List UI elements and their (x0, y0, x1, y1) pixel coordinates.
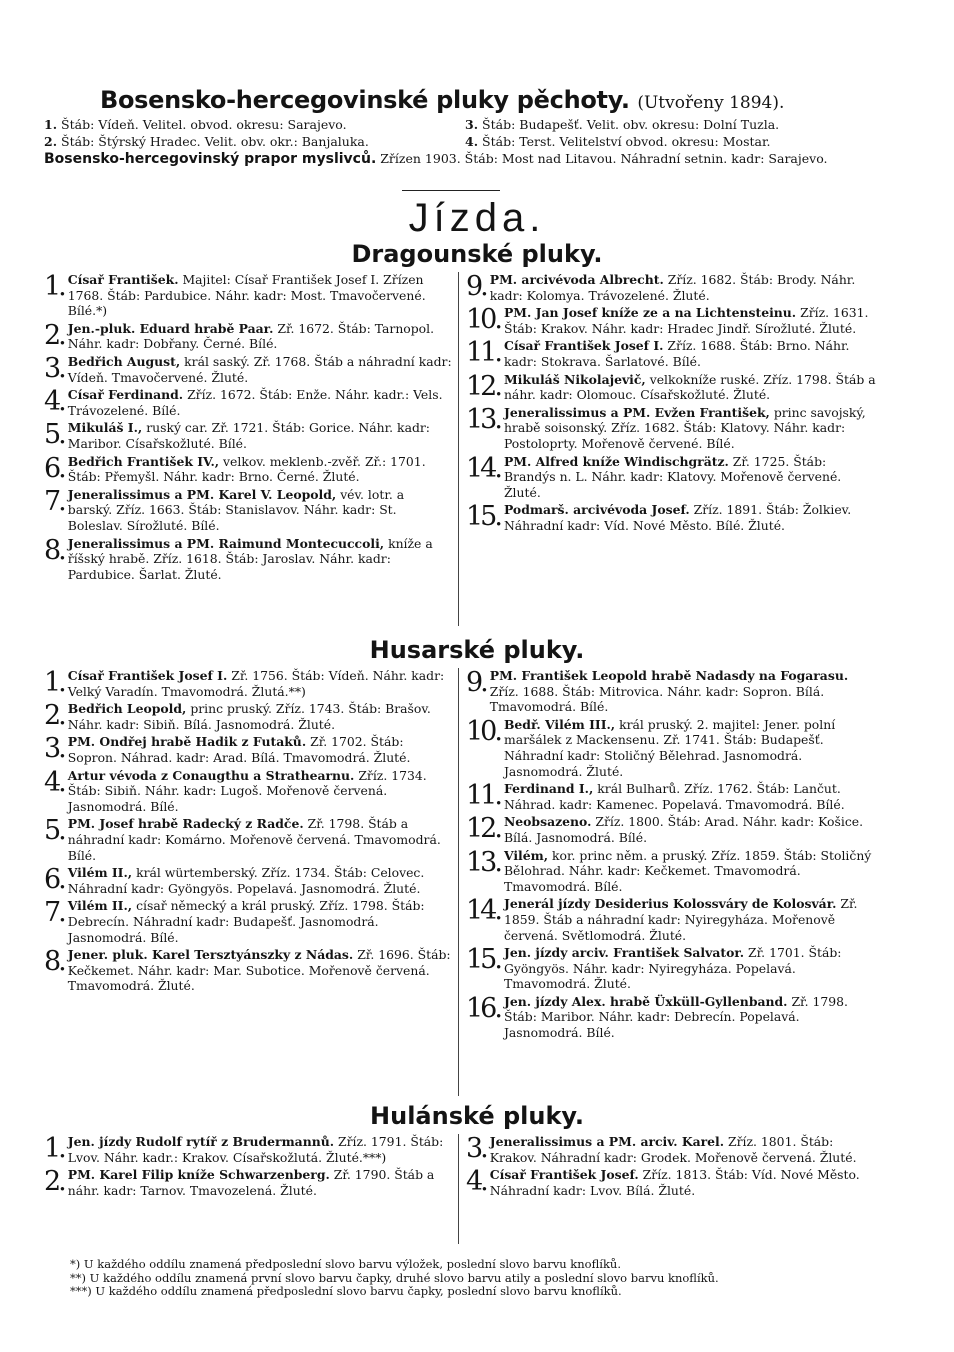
regiment-entry (44, 947, 452, 994)
regiment-entry (44, 354, 452, 385)
regiment-patron: Jeneralissimus a PM. Karel V. Leopold, (67, 486, 337, 502)
hussars-right-column (466, 668, 878, 1098)
regiment-patron: PM. Ondřej hrabě Hadik z Futaků. (67, 734, 307, 750)
regiment-entry (44, 898, 452, 945)
regiment-patron: PM. arcivévoda Albrecht. (489, 272, 664, 287)
infantry-row (44, 133, 874, 150)
regiment-number: 2. (44, 700, 64, 732)
regiment-patron: Ferdinand I., (503, 781, 594, 797)
regiment-number: 3. (44, 352, 64, 384)
regiment-details: Zříz. 1672. Štáb: Enže. Náhr. kadr.: Vels. Trávozelené. Bílé. (67, 387, 443, 418)
regiment-number: 5. (44, 815, 64, 847)
regiment-number: 7. (44, 485, 64, 517)
regiment-entry (466, 372, 878, 403)
regiment-number: 11. (466, 780, 500, 812)
regiment-description (68, 816, 452, 863)
regiment-details: Zříz. 1891. Štáb: Žolkiev. Náhradní kadr: Víd. Nové Město. Bílé. Žluté. (503, 502, 852, 533)
regiment-details: vév. lotr. a barský. Zříz. 1663. Štáb: Stanislavov. Náhr. kadr: St. Boleslav. Sírožluté. Bílé. (67, 486, 405, 533)
regiment-patron: Císař František Josef I. (67, 668, 228, 683)
infantry-title (100, 86, 820, 117)
regiment-details: kor. princ něm. a pruský. Zříz. 1859. Štáb: Stoličný Bělohrad. Náhr. kadr: Kečkemet. Tmavomodrá. Tmavomodrá. Bílé. (503, 847, 872, 894)
regiment-entry (466, 781, 878, 812)
regiment-number: 15. (466, 501, 500, 533)
rifle-battalion-title: Bosensko-hercegovinský prapor myslivců. (44, 151, 377, 167)
regiment-number: 2. (44, 319, 64, 351)
regiment-patron: Neobsazeno. (503, 814, 592, 830)
footnote: **) U každého oddílu znamená první slovo barvu čapky, druhé slovo barvu atily a poslední slovo barvu knoflíků. (70, 1271, 719, 1285)
regiment-entry (466, 272, 878, 303)
regiment-details: princ savojský, hrabě soisonský. Zříz. 1682. Štáb: Klatovy. Náhr. kadr: Postoloprty. Mořenově červené. Bílé. (503, 404, 866, 451)
regiment-patron: PM. Josef hrabě Radecký z Radče. (67, 816, 304, 832)
regiment-patron: Jenerál jízdy Desiderius Kolossváry de Kolosvár. (503, 896, 837, 912)
regiment-details: Zř. 1725. Štáb: Brandýs n. L. Náhr. kadr: Klatovy. Mořenově červené. Žluté. (503, 453, 842, 500)
regiment-entry (44, 387, 452, 418)
regiment-number: 10. (466, 304, 500, 336)
regiment-number: 1. (44, 117, 58, 132)
regiment-entry (466, 848, 878, 895)
regiment-details: kníže a říšský hrabě. Zříz. 1618. Štáb: Jaroslav. Náhr. kadr: Pardubice. Šarlat. Žluté. (67, 535, 433, 582)
regiment-description (490, 272, 878, 303)
regiment-entry (44, 1167, 452, 1198)
regiment-number: 1. (44, 668, 64, 698)
regiment-patron: Jen.-pluk. Eduard hrabě Paar. (67, 320, 274, 336)
regiment-entry (466, 896, 878, 943)
regiment-number: 4. (465, 134, 479, 149)
regiment-details: Zříz. 1791. Štáb: Lvov. Náhr. kadr.: Krakov. Císařskožlutá. Žluté.***) (67, 1134, 444, 1165)
regiment-patron: Císař František Josef I. (503, 338, 664, 354)
regiment-number: 16. (466, 992, 500, 1024)
hussars-title: Husarské pluky. (369, 636, 585, 664)
regiment-entry (44, 420, 452, 451)
regiment-patron: Jener. pluk. Karel Tersztyánszky z Nádas. (67, 947, 354, 963)
regiment-details: Zříz. 1631. Štáb: Krakov. Náhr. kadr: Hradec Jindř. Sírožluté. Žluté. (503, 305, 869, 336)
regiment-description (68, 454, 452, 485)
regiment-entry (466, 454, 878, 501)
regiment-details: Zř. 1798. Štáb a náhradní kadr: Komárno. Mořenově červená. Tmavomodrá. Bílé. (67, 816, 441, 863)
regiment-number: 2. (44, 1166, 64, 1198)
regiment-details: Zř. 1790. Štáb a náhr. kadr: Tarnov. Tmavozelená. Žluté. (67, 1167, 435, 1198)
regiment-number: 3. (44, 733, 64, 765)
regiment-description (504, 502, 878, 533)
regiment-number: 7. (44, 897, 64, 929)
regiment-description (68, 420, 452, 451)
hussars-left-column (44, 668, 452, 1098)
regiment-details: Zř. 1696. Štáb: Kečkemet. Náhr. kadr: Mar. Subotice. Mořenově červená. Tmavomodrá. Žluté. (67, 947, 451, 994)
regiment-number: 3. (465, 117, 479, 132)
regiment-description (504, 454, 878, 501)
regiment-number: 14. (466, 895, 500, 927)
regiment-entry (466, 945, 878, 992)
column-divider (458, 272, 459, 626)
regiment-number: 14. (466, 452, 500, 484)
regiment-description (68, 701, 452, 732)
regiment-patron: Císař František Josef. (489, 1167, 639, 1183)
regiment-description (68, 947, 452, 994)
regiment-description (504, 781, 878, 812)
infantry-regiments (44, 116, 874, 150)
regiment-number: 1. (44, 1134, 64, 1164)
regiment-description (490, 668, 878, 715)
regiment-text: Štáb: Vídeň. Velitel. obvod. okresu: Sarajevo. (61, 117, 347, 132)
regiment-entry (466, 994, 878, 1041)
regiment-patron: Mikuláš Nikolajevič, (503, 371, 646, 387)
regiment-entry (44, 865, 452, 896)
regiment-description (68, 354, 452, 385)
regiment-details: Zříz. 1801. Štáb: Krakov. Náhradní kadr: Grodek. Mořenově červená. Žluté. (489, 1134, 857, 1165)
regiment-description (68, 668, 452, 699)
regiment-number: 1. (44, 272, 64, 302)
regiment-details: Majitel: Císař František Josef I. Zřízen 1768. Štáb: Pardubice. Náhr. kadr: Most. Tmavočervené. Bílé.*) (67, 272, 426, 319)
regiment-description (504, 717, 878, 779)
column-divider (458, 1134, 459, 1244)
regiment-description (68, 487, 452, 534)
dragoons-title: Dragounské pluky. (351, 240, 603, 268)
regiment-entry (44, 536, 452, 583)
regiment-description (504, 305, 878, 336)
regiment-details: Zř. 1859. Štáb a náhradní kadr: Nyiregyháza. Mořenově červená. Světlomodrá. Žluté. (503, 896, 858, 943)
regiment-entry (44, 1134, 452, 1165)
regiment-entry (44, 668, 452, 699)
regiment-number: 13. (466, 846, 500, 878)
regiment-details: král Bulharů. Zříz. 1762. Štáb: Lančut. Náhrad. kadr: Kamenec. Popelavá. Tmavomodrá. Bílé. (503, 781, 845, 812)
regiment-patron: Císař František. (67, 272, 179, 287)
regiment-patron: Bedř. Vilém III., (503, 716, 616, 732)
regiment-details: velkokníže ruské. Zříz. 1798. Štáb a náhr. kadr: Olomouc. Císařskožluté. Žluté. (503, 371, 876, 403)
regiment-patron: Vilém, (503, 847, 549, 863)
regiment-text: Štáb: Terst. Velitelství obvod. okresu: Mostar. (482, 134, 771, 149)
regiment-description (504, 945, 878, 992)
regiment-number: 11. (466, 337, 500, 369)
regiment-details: ruský car. Zř. 1721. Štáb: Gorice. Náhr. kadr: Maribor. Císařskožluté. Bílé. (67, 420, 430, 451)
regiment-number: 3. (466, 1134, 486, 1164)
regiment-details: Zř. 1702. Štáb: Sopron. Náhrad. kadr: Arad. Bílá. Tmavomodrá. Žluté. (67, 734, 411, 765)
regiment-description (504, 814, 878, 845)
regiment-patron: Jen. jízdy Alex. hrabě Üxküll-Gyllenband. (503, 993, 788, 1009)
regiment-details: velkov. meklenb.-zvěř. Zř.: 1701. Štáb: Přemyšl. Náhr. kadr: Brno. Černé. Žluté. (67, 453, 426, 485)
regiment-number: 9. (466, 668, 486, 698)
regiment-patron: Vilém II., (67, 898, 133, 914)
regiment-patron: PM. Alfred kníže Windischgrätz. (503, 453, 729, 469)
regiment-patron: PM. František Leopold hrabě Nadasdy na Fogarasu. (489, 668, 849, 683)
regiment-details: Zř. 1701. Štáb: Gyöngyös. Náhr. kadr: Nyiregyháza. Popelavá. Tmavomodrá. Žluté. (503, 945, 842, 992)
dragoons-right-column (466, 272, 878, 628)
regiment-entry (466, 1134, 878, 1165)
regiment-description (490, 1167, 878, 1198)
regiment-patron: Jen. jízdy Rudolf rytíř z Brudermannů. (67, 1134, 335, 1149)
regiment-description (68, 536, 452, 583)
regiment-details: Zříz. 1813. Štáb: Víd. Nové Město. Náhradní kadr: Lvov. Bílá. Žluté. (489, 1167, 860, 1198)
column-divider (458, 668, 459, 1096)
regiment-entry (466, 814, 878, 845)
regiment-description (68, 272, 452, 319)
rifle-battalion (44, 150, 864, 168)
regiment-description (504, 896, 878, 943)
uhlans-title: Hulánské pluky. (370, 1102, 584, 1130)
regiment-entry (44, 487, 452, 534)
regiment-patron: Jeneralissimus a PM. arciv. Karel. (489, 1134, 725, 1149)
regiment-number: 6. (44, 452, 64, 484)
regiment-number: 5. (44, 419, 64, 451)
infantry-title-text: Bosensko-hercegovinské pluky pěchoty. (100, 86, 630, 114)
regiment-patron: PM. Jan Josef kníže ze a na Lichtensteinu. (503, 305, 797, 321)
cavalry-heading: Jízda. (408, 196, 546, 240)
regiment-details: král pruský. 2. majitel: Jener. polní maršálek z Mackensenu. Zř. 1741. Štáb: Budapešť. Náhradní kadr: Stoličný Bělehrad. Jasnomodrá. Jasnomodrá. Žluté. (503, 716, 836, 779)
regiment-number: 13. (466, 403, 500, 435)
regiment-patron: Jeneralissimus a PM. Raimund Montecuccoli, (67, 535, 385, 551)
regiment-patron: Artur vévoda z Conaugthu a Strathearnu. (67, 767, 355, 783)
regiment-details: Zř. 1756. Štáb: Vídeň. Náhr. kadr: Velký Varadín. Tmavomodrá. Žlutá.**) (67, 668, 445, 699)
regiment-description (504, 405, 878, 452)
regiment-number: 4. (44, 766, 64, 798)
regiment-description (68, 898, 452, 945)
regiment-patron: Bedřich František IV., (67, 453, 220, 469)
regiment-entry (466, 1167, 878, 1198)
regiment-description (504, 338, 878, 369)
regiment-details: Zříz. 1682. Štáb: Brody. Náhr. kadr: Kolomya. Trávozelené. Žluté. (489, 272, 856, 303)
regiment-details: císař německý a král pruský. Zříz. 1798. Štáb: Debrecín. Náhradní kadr: Budapešť. Jasnomodrá. Jasnomodrá. Bílé. (67, 898, 425, 945)
regiment-patron: PM. Karel Filip kníže Schwarzenberg. (67, 1167, 330, 1183)
regiment-number: 9. (466, 272, 486, 302)
regiment-patron: Mikuláš I., (67, 420, 143, 436)
regiment-patron: Bedřich Leopold, (67, 701, 187, 717)
regiment-number: 12. (466, 813, 500, 845)
regiment-number: 8. (44, 946, 64, 978)
regiment-details: princ pruský. Zříz. 1743. Štáb: Brašov. Náhr. kadr: Sibiň. Bílá. Jasnomodrá. Žluté. (67, 701, 431, 732)
regiment-description (68, 321, 452, 352)
regiment-patron: Vilém II., (67, 865, 133, 881)
regiment-description (504, 994, 878, 1041)
regiment-entry (466, 405, 878, 452)
regiment-text: Štáb: Budapešť. Velit. obv. okresu: Dolní Tuzla. (482, 117, 780, 132)
infantry-row (44, 116, 874, 133)
regiment-number: 12. (466, 370, 500, 402)
regiment-entry (44, 701, 452, 732)
regiment-number: 15. (466, 944, 500, 976)
regiment-number: 4. (466, 1166, 486, 1198)
regiment-details: král würtemberský. Zříz. 1734. Štáb: Celovec. Náhradní kadr: Gyöngyös. Popelavá. Jasnomodrá. Žluté. (67, 865, 425, 896)
regiment-entry (44, 272, 452, 319)
footnote: *) U každého oddílu znamená předposlední slovo barvu výložek, poslední slovo barvu knoflíků. (70, 1258, 621, 1271)
regiment-number: 2. (44, 134, 58, 149)
regiment-description (68, 734, 452, 765)
regiment-patron: Podmarš. arcivévoda Josef. (503, 502, 690, 518)
regiment-number: 4. (44, 386, 64, 418)
regiment-details: Zř. 1798. Štáb: Maribor. Náhr. kadr: Debrecín. Popelavá. Jasnomodrá. Bílé. (503, 993, 848, 1041)
regiment-description (68, 865, 452, 896)
regiment-number: 6. (44, 864, 64, 896)
regiment-entry (44, 734, 452, 765)
regiment-entry (44, 321, 452, 352)
regiment-entry (466, 338, 878, 369)
infantry-title-note: (Utvořeny 1894). (637, 93, 785, 113)
regiment-description (68, 1167, 452, 1198)
uhlans-right-column (466, 1134, 878, 1254)
footnote: ***) U každého oddílu znamená předposlední slovo barvu čapky, poslední slovo barvu knoflíků. (70, 1285, 622, 1298)
regiment-details: Zříz. 1688. Štáb: Brno. Náhr. kadr: Stokrava. Šarlatové. Bílé. (503, 338, 850, 369)
regiment-entry (466, 668, 878, 715)
regiment-number: 10. (466, 715, 500, 747)
regiment-description (504, 848, 878, 895)
footnotes (70, 1258, 890, 1299)
regiment-entry (44, 454, 452, 485)
dragoons-left-column (44, 272, 452, 628)
regiment-entry (466, 717, 878, 779)
regiment-description (68, 387, 452, 418)
regiment-entry (44, 816, 452, 863)
regiment-text: Štáb: Štýrský Hradec. Velit. obv. okr.: Banjaluka. (61, 134, 369, 149)
regiment-patron: Jeneralissimus a PM. Evžen František, (503, 404, 770, 420)
regiment-details: Zříz. 1800. Štáb: Arad. Náhr. kadr: Košice. Bílá. Jasnomodrá. Bílé. (503, 814, 864, 845)
regiment-patron: Císař Ferdinand. (67, 387, 184, 403)
regiment-details: Zříz. 1688. Štáb: Mitrovica. Náhr. kadr: Sopron. Bílá. Tmavomodrá. Bílé. (489, 683, 825, 715)
regiment-entry (466, 305, 878, 336)
regiment-details: král saský. Zř. 1768. Štáb a náhradní kadr: Vídeň. Tmavočervené. Žluté. (67, 353, 452, 385)
regiment-description (490, 1134, 878, 1165)
regiment-patron: Jen. jízdy arciv. František Salvator. (503, 945, 745, 961)
regiment-details: Zř. 1672. Štáb: Tarnopol. Náhr. kadr: Dobřany. Černé. Bílé. (67, 320, 435, 352)
regiment-details: Zříz. 1734. Štáb: Sibiň. Náhr. kadr: Lugoš. Mořenově červená. Jasnomodrá. Bílé. (67, 767, 427, 814)
divider (402, 190, 500, 191)
regiment-description (68, 1134, 452, 1165)
regiment-description (68, 768, 452, 815)
regiment-entry (466, 502, 878, 533)
regiment-number: 8. (44, 534, 64, 566)
uhlans-left-column (44, 1134, 452, 1254)
regiment-entry (44, 768, 452, 815)
rifle-battalion-text: Zřízen 1903. Štáb: Most nad Litavou. Náhradní setnin. kadr: Sarajevo. (380, 151, 828, 166)
regiment-description (504, 372, 878, 403)
regiment-patron: Bedřich August, (67, 353, 181, 369)
